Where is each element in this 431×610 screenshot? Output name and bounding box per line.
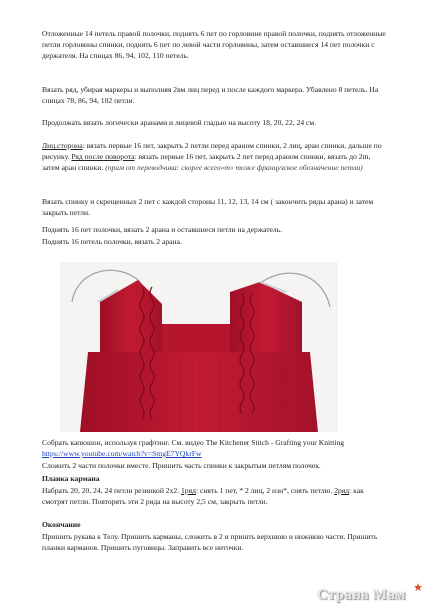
heading-pocket-band: Планка кармана (42, 474, 100, 483)
youtube-link[interactable]: https://www.youtube.com/watch?v=SmgE7YQkrFw (42, 449, 202, 458)
knitted-vest-photo (60, 262, 338, 432)
row2-label: 2ряд (334, 486, 350, 495)
paragraph-decrease-row: Вязать ряд, убирая маркеры и выполняя 2вм лиц перед и после каждого маркера. Убавлено 8 петель. На спицах 78, 86, 94, 102 петли. (42, 85, 379, 105)
watermark-text: Страна Мам (317, 587, 406, 603)
watermark-star-icon: ★ (413, 582, 423, 594)
paragraph-front-pickup-2: Поднять 16 петель полочки, вязать 2 арана. (42, 237, 182, 246)
row1-label: 1ряд (181, 486, 196, 495)
paragraph-back-straps: Вязать спинку и скрещенных 2 пет с каждой стороны 11, 12, 13, 14 см ( закончить ряды арана) и затем закрыть петли. (42, 197, 374, 217)
grafting-text: Собрать капюшон, используя графтинг. См. видео The Kitchener Stitch - Grafting your Knitting (42, 438, 345, 447)
paragraph-finishing: Пришить рукава к Телу. Пришить карманы, сложить в 2 и пришть верхнюю и нижнюю части. Пришить планки карманов. Пришить пуговицы. Заправить все ниточки. (42, 532, 378, 552)
translator-note: (прим от переводчика: скорее всего«m» тоже французское обозначение петли) (105, 163, 363, 172)
after-turn-label: Ряд после поворота (71, 152, 135, 161)
knitted-vest-illustration (60, 262, 338, 432)
paragraph-neckline-pickup: Отложенные 14 петель правой полочки, поднять 6 пет по горловине правой полочки, поднять отложенные петли горловины спинки, поднять 6 пет по левой части горловины, затем оставшиеся 14 пет полочки с держателя. На спицах 86, 94, 102, 110 петель. (42, 29, 386, 60)
after-turn-text: : вязать первые 16 пет, закрыть 2 пет перед араном спинки, вязать до 2m, затем аран спинки. (42, 152, 371, 172)
site-watermark-logo (313, 584, 423, 606)
row1-text: : снять 1 пет, * 2 лиц, 2 изн*, снять петлю. (195, 486, 335, 495)
right-side-text: : вязать первые 16 пет, закрыть 2 петли перед араном спинки, 2 лиц, аран спинки, дальше по рисунку. (42, 141, 382, 161)
heading-finishing: Окончание (42, 520, 81, 529)
right-side-label: Лиц.сторона (42, 141, 83, 150)
paragraph-pocket-band (42, 485, 390, 507)
row2-text: : как смотрят петли. Повторять эти 2 ряда на высоту 2,5 см, закрыть петли. (42, 486, 364, 506)
paragraph-continue-arans: Продолжать вязать логически аранами и лицевой гладью на высоту 18, 20, 22, 24 см. (42, 118, 317, 127)
pocket-cast-on: Набрать 20, 20, 24, 24 петли резинкой 2х2. (42, 486, 181, 495)
paragraph-front-pickup-1: Поднять 16 пет полочки, вязать 2 арана и оставшиеся петли на держатель. (42, 225, 283, 234)
paragraph-shoulder-rows (42, 140, 387, 173)
paragraph-grafting (42, 437, 390, 459)
paragraph-sew-parts: Сложить 2 части полочки вместе. Пришить часть спинки к закрытым петлям полочек. (42, 461, 321, 470)
